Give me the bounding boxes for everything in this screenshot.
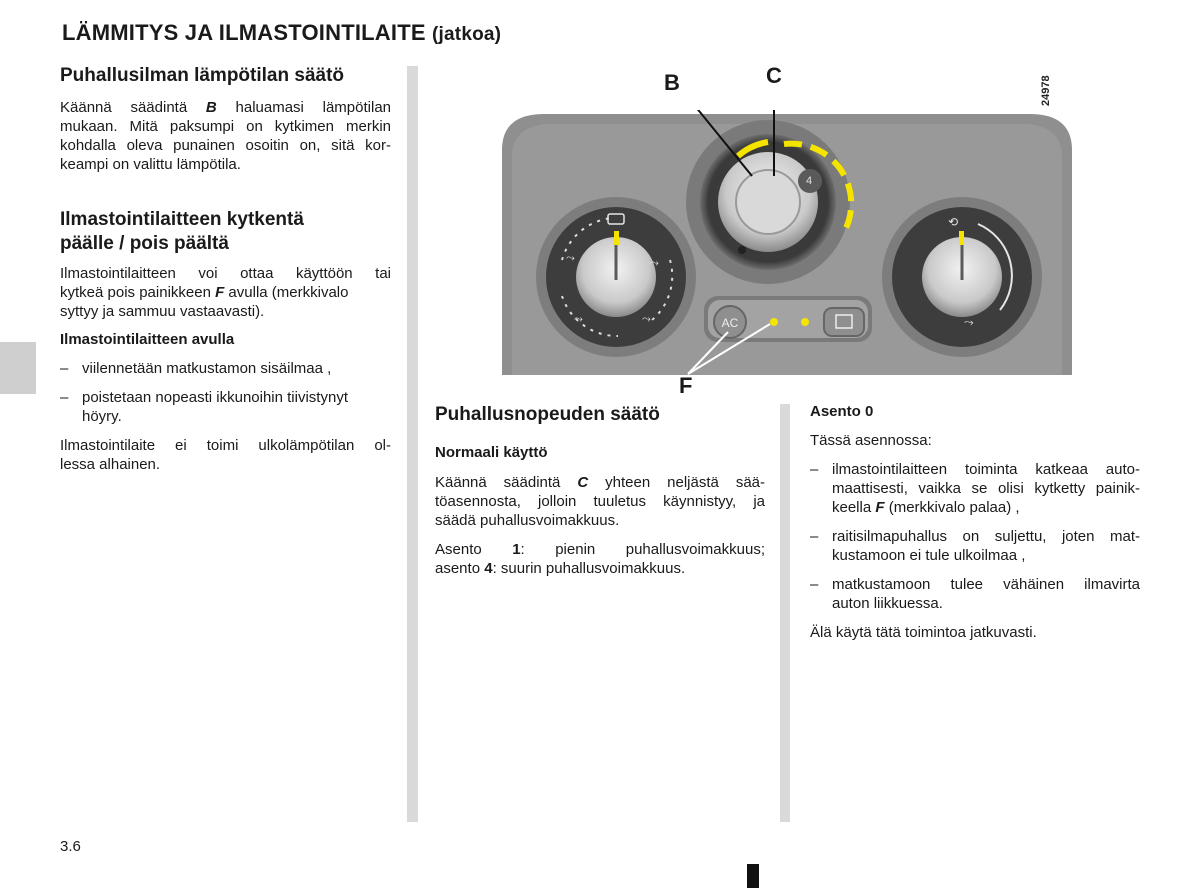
button-strip	[704, 296, 872, 342]
recirculation-icon: ⟲	[948, 215, 959, 229]
ac-subheading: Ilmastointilaitteen avulla	[60, 331, 235, 348]
temperature-dial-b	[536, 197, 696, 357]
heading-line: päälle / pois päältä	[60, 233, 229, 254]
text-line: – poistetaan nopeasti ikkunoihin tiivistynyt	[82, 389, 348, 406]
label-c: C	[766, 63, 782, 88]
figure-code: 24978	[1040, 75, 1052, 106]
heading-line: Ilmastointilaitteen kytkentä	[60, 209, 304, 230]
text-line: auton liikkuessa.	[832, 595, 943, 612]
section-heading-fan: Puhallusnopeuden säätö	[435, 404, 660, 425]
text-line: Ilmastointilaitteen voi ottaa käyttöön tai	[60, 265, 391, 282]
air-distribution-dial	[882, 197, 1042, 357]
column-divider-left	[407, 66, 418, 822]
section-heading-temperature: Puhallusilman lämpötilan säätö	[60, 65, 345, 86]
middle-column	[435, 403, 765, 578]
ac-indicator-light	[770, 318, 778, 326]
title-main: LÄMMITYS JA ILMASTOINTILAITE	[62, 20, 426, 45]
text-line: töasennosta, jolloin tuuletus käynnistyy, ja	[435, 493, 765, 510]
ac-footer-paragraph	[60, 436, 391, 474]
chapter-tab	[0, 342, 36, 394]
rear-defrost-indicator-light	[801, 318, 809, 326]
text-line: – viilennetään matkustamon sisäilmaa ,	[82, 360, 332, 377]
label-b: B	[664, 70, 680, 95]
temperature-paragraph	[60, 98, 391, 174]
text-seg: Käännä säädintä	[60, 99, 206, 116]
text-line: – matkustamoon tulee vähäinen ilmavirta	[832, 576, 1140, 593]
text-line: mukaan. Mitä paksumpi on kytkimen merkin	[60, 118, 391, 135]
crop-mark	[747, 864, 759, 888]
rear-defrost-button[interactable]	[824, 308, 864, 336]
text-line: säädä puhallusvoimakkuus.	[435, 512, 620, 529]
list-item	[60, 388, 391, 426]
left-column	[60, 64, 391, 474]
text-seg: haluamasi lämpötilan	[216, 99, 391, 116]
text-line: kustamoon ei tule ulkoilmaa ,	[832, 547, 1026, 564]
normal-use-subheading: Normaali käyttö	[435, 444, 548, 461]
text-line: – ilmastointilaitteen toiminta katkeaa auto-	[832, 461, 1140, 478]
feet-icon: ⤳	[642, 312, 651, 325]
right-column	[810, 402, 1140, 642]
list-item	[60, 359, 391, 378]
temperature-pointer	[614, 231, 619, 245]
text-line: Asento 1: pienin puhallusvoimakkuus;	[435, 541, 765, 558]
ref-b: B	[205, 99, 217, 116]
list-item	[810, 575, 1140, 613]
position-zero-subheading: Asento 0	[810, 403, 874, 420]
fresh-air-icon: ⤳	[964, 315, 974, 329]
fan-mark-label: 4	[806, 175, 813, 187]
text-line: kytkeä pois painikkeen F avulla (merkkivalo	[60, 284, 349, 301]
text-line: asento 4: suurin puhallusvoimakkuus.	[435, 560, 686, 577]
text-line	[60, 98, 391, 117]
page-title	[62, 20, 501, 46]
ref-c: C	[577, 474, 589, 491]
position-zero-intro: Tässä asennossa:	[810, 432, 932, 449]
fan-positions-paragraph	[435, 540, 765, 578]
ac-button-label: AC	[721, 316, 739, 330]
face-feet-icon: ⤳	[574, 312, 583, 325]
position-zero-footer: Älä käytä tätä toimintoa jatkuvasti.	[810, 624, 1037, 641]
list-item	[810, 460, 1140, 517]
text-line: Käännä säädintä C yhteen neljästä sää-	[435, 474, 766, 491]
ac-paragraph	[60, 264, 391, 321]
page-number: 3.6	[60, 838, 81, 855]
control-panel-illustration	[502, 110, 1072, 375]
fan-speed-dial-c	[686, 120, 851, 284]
vent-icon: ⤳	[566, 251, 575, 264]
label-f: F	[679, 373, 693, 398]
text-line: lessa alhainen.	[60, 456, 161, 473]
list-item	[810, 527, 1140, 565]
text-line: kohdalla oleva punainen osoitin on, sitä kor-	[60, 137, 391, 154]
control-panel-figure	[502, 110, 1072, 375]
distribution-pointer	[959, 231, 964, 245]
text-line: syttyy ja sammuu vastaavasti).	[60, 303, 265, 320]
text-line: maattisesti, vaikka se olisi kytketty painik-	[832, 480, 1140, 497]
column-divider-right	[780, 404, 790, 822]
text-line: keampi on valittu lämpötila.	[60, 156, 241, 173]
text-line: keella F (merkkivalo palaa) ,	[832, 499, 1020, 516]
windscreen-feet-icon: ⤳	[650, 256, 659, 269]
title-suffix: (jatkoa)	[432, 24, 502, 45]
text-line: – raitisilmapuhallus on suljettu, joten mat-	[832, 528, 1140, 545]
fan-paragraph	[435, 473, 765, 530]
section-heading-ac	[60, 208, 391, 256]
ref-f: F	[215, 284, 225, 301]
text-line: Ilmastointilaite ei toimi ulkolämpötilan ol-	[60, 437, 391, 454]
text-line: höyry.	[82, 408, 122, 425]
